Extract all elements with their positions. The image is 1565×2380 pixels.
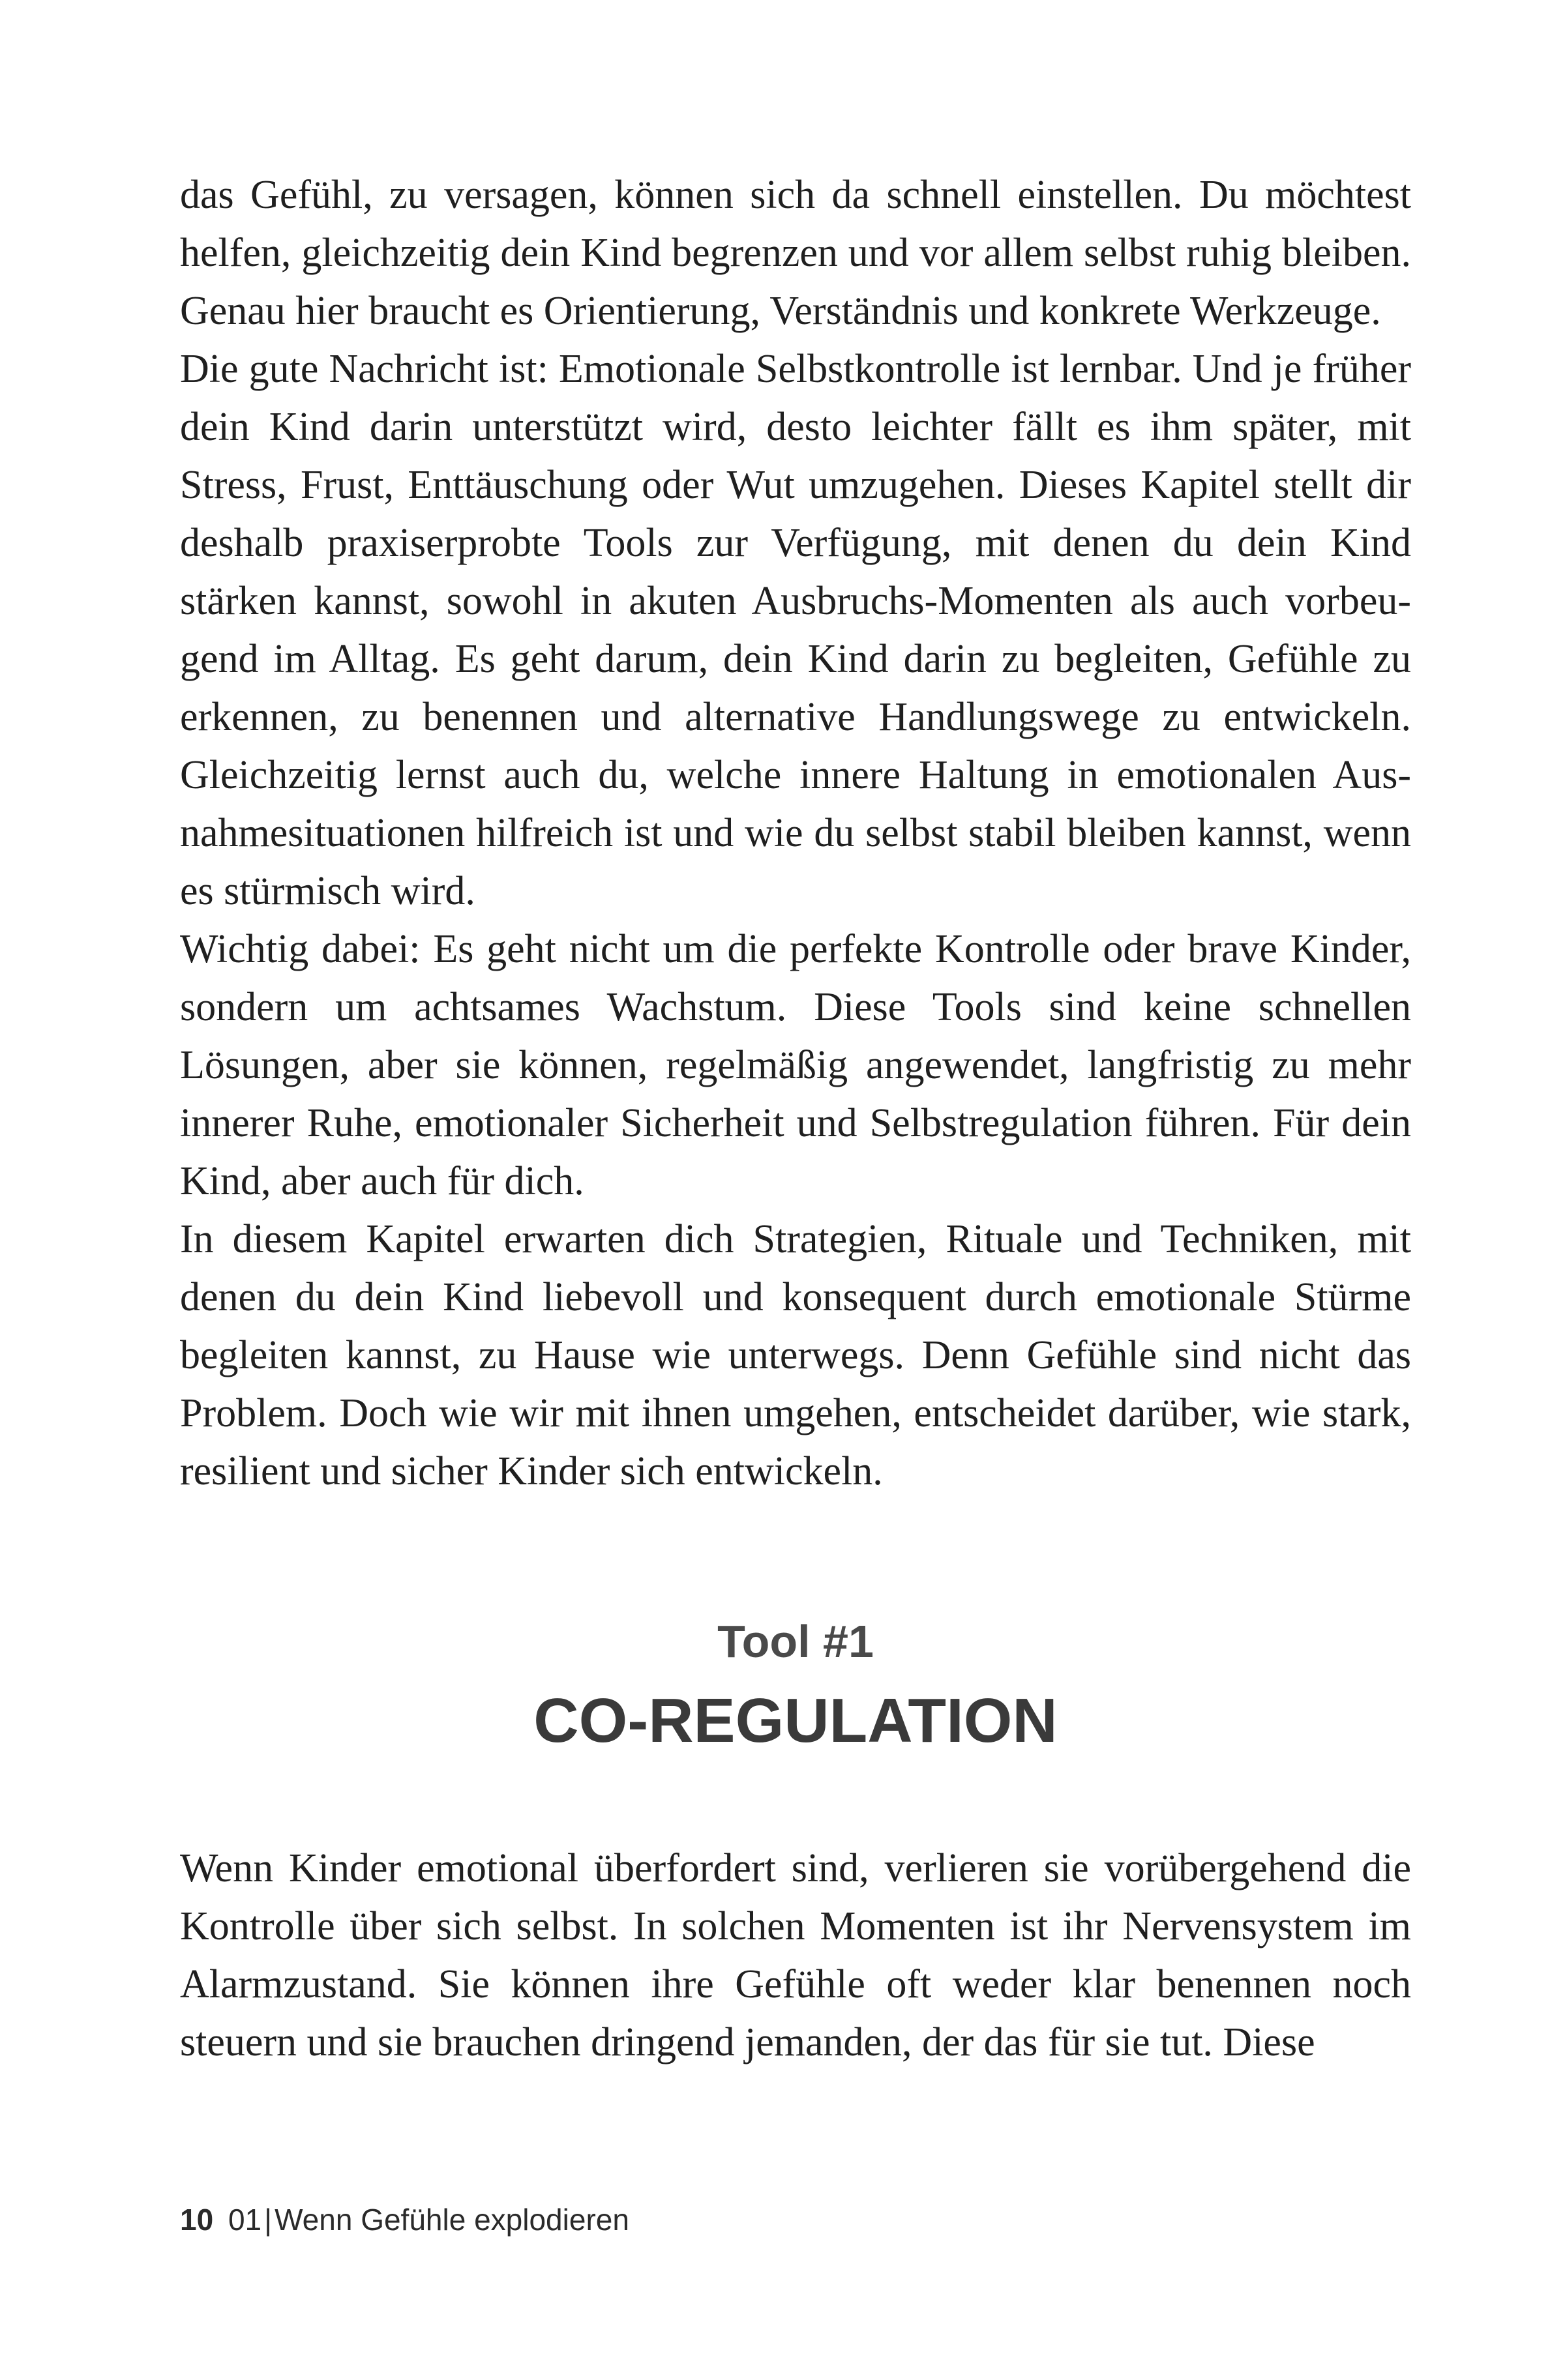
body-text-top (180, 166, 1411, 1501)
tool-heading (180, 1615, 1411, 1759)
chapter-number: 01 (228, 2203, 262, 2237)
paragraph: Die gute Nachricht ist: Emotionale Selbstkontrolle ist lernbar. Und je früher dein Kind darin unterstützt wird, desto leichter fällt es ihm später, mit Stress, Frust, Enttäuschung oder Wut umzugehen. Dieses Kapitel stellt dir deshalb praxiserprobte Tools zur Verfügung, mit denen du dein Kind stärken kannst, sowohl in akuten Ausbruchs-Momenten als auch vorbeugend im Alltag. Es geht darum, dein Kind darin zu begleiten, Gefühle zu erkennen, zu benennen und alternative Handlungswege zu entwickeln. Gleichzeitig lernst auch du, welche innere Haltung in emotionalen Ausnahmesituationen hilfreich ist und wie du selbst stabil bleiben kannst, wenn es stürmisch wird. (180, 347, 1411, 913)
paragraph: Wichtig dabei: Es geht nicht um die perfekte Kontrolle oder brave Kinder, sondern um achtsames Wachstum. Diese Tools sind keine schnellen Lösungen, aber sie können, regelmäßig angewendet, langfristig zu mehr innerer Ruhe, emotionaler Sicherheit und Selbstregulation führen. Für dein Kind, aber auch für dich. (180, 927, 1411, 1203)
body-text-bottom (180, 1840, 1411, 2072)
tool-number: Tool #1 (717, 1616, 874, 1667)
page-number: 10 (180, 2203, 214, 2237)
page-footer (180, 2200, 629, 2239)
paragraph: Wenn Kinder emotional überfordert sind, verlieren sie vorübergehend die Kontrolle über sich selbst. In solchen Momenten ist ihr Nervensystem im Alarmzustand. Sie können ihre Gefühle oft weder klar benennen noch steuern und sie brauchen dringend jemanden, der das für sie tut. Diese (180, 1846, 1411, 2064)
tool-title: CO-REGULATION (533, 1686, 1058, 1756)
paragraph: In diesem Kapitel erwarten dich Strategien, Rituale und Techniken, mit denen du dein Kind liebevoll und konsequent durch emotionale Stürme begleiten kannst, zu Hause wie unterwegs. Denn Gefühle sind nicht das Problem. Doch wie wir mit ihnen umgehen, entscheidet darüber, wie stark, resilient und sicher Kinder sich entwickeln. (180, 1217, 1411, 1493)
book-page (180, 166, 1411, 2072)
chapter-title: Wenn Gefühle explodieren (275, 2203, 629, 2237)
paragraph: das Gefühl, zu versagen, können sich da schnell einstellen. Du möchtest helfen, gleichzeitig dein Kind begrenzen und vor allem selbst ruhig bleiben. Genau hier braucht es Orientierung, Verständnis und konkrete Werkzeuge. (180, 173, 1411, 333)
footer-separator: | (264, 2203, 273, 2237)
